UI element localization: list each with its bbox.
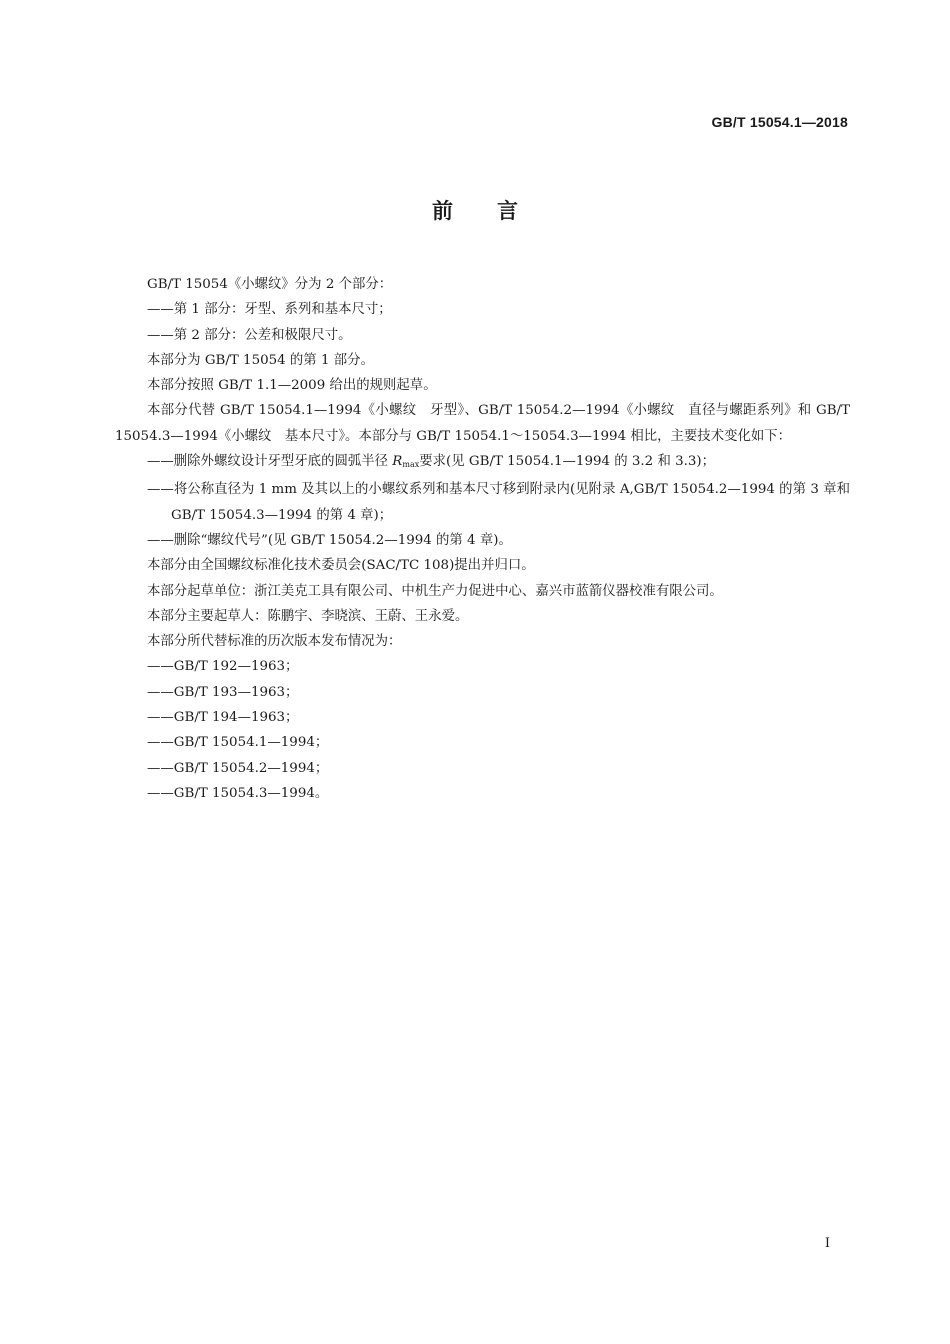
change-1-text-post: 要求(见 GB/T 15054.1—1994 的 3.2 和 3.3)； xyxy=(419,454,716,470)
page-number: I xyxy=(824,1236,830,1251)
history-item: ——GB/T 192—1963； xyxy=(147,659,299,675)
change-1-subscript: max xyxy=(402,460,420,470)
page-title xyxy=(0,195,950,225)
list-item-part-1: ——第 1 部分：牙型、系列和基本尺寸； xyxy=(147,302,392,318)
history-item: ——GB/T 193—1963； xyxy=(147,684,299,700)
paragraph-history-intro: 本部分所代替标准的历次版本发布情况为： xyxy=(147,634,402,650)
paragraph-drafting-units: 本部分起草单位：浙江美克工具有限公司、中机生产力促进中心、嘉兴市蓝箭仪器校准有限公司。 xyxy=(147,583,723,599)
list-item-change-1 xyxy=(115,449,850,477)
paragraph-replaces: 本部分代替 GB/T 15054.1—1994《小螺纹 牙型》、GB/T 15054.2—1994《小螺纹 直径与螺距系列》和 GB/T 15054.3—1994《小螺纹 基本尺寸》。本部分与 GB/T 15054.1～15054.3—1994 相比，主要技术变化如下： xyxy=(115,403,850,444)
list-item-change-3: ——删除“螺纹代号”(见 GB/T 15054.2—1994 的第 4 章)。 xyxy=(147,532,512,548)
change-1-text-pre: ——删除外螺纹设计牙型牙底的圆弧半径 xyxy=(147,454,393,470)
list-item-part-2: ——第 2 部分：公差和极限尺寸。 xyxy=(147,327,352,343)
foreword-body xyxy=(115,272,850,806)
list-item-change-2: ——将公称直径为 1 mm 及其以上的小螺纹系列和基本尺寸移到附录内(见附录 A,GB/T 15054.2—1994 的第 3 章和 GB/T 15054.3—1994 的第 4 章)； xyxy=(147,482,850,523)
history-item: ——GB/T 15054.1—1994； xyxy=(147,735,329,751)
title-char-2: 言 xyxy=(497,199,518,223)
history-item: ——GB/T 194—1963； xyxy=(147,710,299,726)
paragraph-proposed-by: 本部分由全国螺纹标准化技术委员会(SAC/TC 108)提出并归口。 xyxy=(147,558,535,574)
history-item: ——GB/T 15054.3—1994。 xyxy=(147,785,329,801)
paragraph-drafting-rules: 本部分按照 GB/T 1.1—2009 给出的规则起草。 xyxy=(147,378,437,394)
standard-code-header: GB/T 15054.1—2018 xyxy=(711,114,848,130)
paragraph-parts: GB/T 15054《小螺纹》分为 2 个部分： xyxy=(147,277,393,292)
history-item: ——GB/T 15054.2—1994； xyxy=(147,760,329,776)
title-char-1: 前 xyxy=(432,199,453,223)
paragraph-drafters: 本部分主要起草人：陈鹏宇、李晓滨、王蔚、王永爱。 xyxy=(147,608,469,624)
paragraph-part-of: 本部分为 GB/T 15054 的第 1 部分。 xyxy=(147,352,374,368)
change-1-variable: R xyxy=(392,454,403,470)
